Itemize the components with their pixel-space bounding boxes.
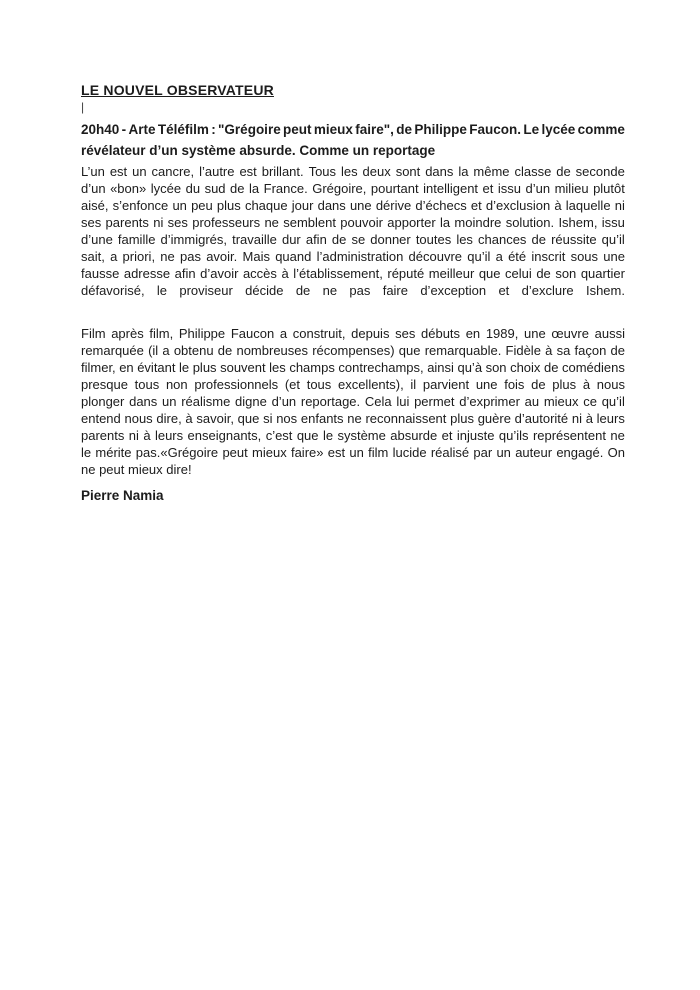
text-line: d’une famille d’immigrés, travaille dur afin de se donner toutes les chances de réussite qu’il <box>81 232 625 247</box>
text-line: sait, a priori, ne pas avoir. Mais quand l’administration découvre qu’il a été inscrit sous une <box>81 249 625 264</box>
text-line: filmer, en évitant le plus souvent les champs contrechamps, ainsi qu’à son choix de comédiens <box>81 360 625 375</box>
document-page <box>81 82 625 504</box>
text-line: remarquée (il a obtenu de nombreuses récompenses) que remarquable. Fidèle à sa façon de <box>81 343 625 358</box>
text-line: plonger dans un réalisme digne d’un reportage. Cela lui permet d’exprimer au mieux ce qu’il <box>81 394 625 409</box>
cursor-row <box>81 100 625 115</box>
text-line: révélateur d’un système absurde. Comme un reportage <box>81 143 436 158</box>
text-line: le mérite pas.«Grégoire peut mieux faire» est un film lucide réalisé par un auteur engagé. On <box>81 445 625 460</box>
text-line: parents ni à leurs enseignants, c’est que le système absurde et injuste qu’ils représentent ne <box>81 428 625 443</box>
text-line: entend nous dire, à savoir, que si nos enfants ne reconnaissent plus guère d’autorité ni à leurs <box>81 411 625 426</box>
text-line: ne peut mieux dire! <box>81 462 192 477</box>
text-line: presque tous non professionnels (et tous excellents), il parvient une fois de plus à nous <box>81 377 625 392</box>
text-line: L’un est un cancre, l’autre est brillant. Tous les deux sont dans la même classe de seconde <box>81 164 625 179</box>
text-line: fausse adresse afin d’avoir accès à l’établissement, réputé meilleur que celui de son quartier <box>81 266 625 281</box>
text-line: défavorisé, le proviseur décide de ne pas faire d’exception et d’exclure Ishem. <box>81 283 625 298</box>
article-paragraph-1 <box>81 163 625 299</box>
text-cursor-mark: | <box>81 100 85 114</box>
article-title <box>81 119 625 161</box>
byline-author: Pierre Namia <box>81 488 164 503</box>
masthead-title: LE NOUVEL OBSERVATEUR <box>81 82 274 98</box>
article-paragraph-2 <box>81 325 625 478</box>
text-line: aisé, s’enfonce un peu plus chaque jour dans une dérive d’échecs et d’exclusion à laquelle ni <box>81 198 625 213</box>
text-line: d’un «bon» lycée du sud de la France. Grégoire, pourtant intelligent et issu d’un milieu plutôt <box>81 181 625 196</box>
text-line: ses parents ni ses professeurs ne semblent pouvoir apporter la moindre solution. Ishem, issu <box>81 215 625 230</box>
text-line: 20h40 - Arte Téléfilm : "Grégoire peut mieux faire", de Philippe Faucon. Le lycée comme <box>81 122 625 137</box>
text-line: Film après film, Philippe Faucon a construit, depuis ses débuts en 1989, une œuvre aussi <box>81 326 625 341</box>
